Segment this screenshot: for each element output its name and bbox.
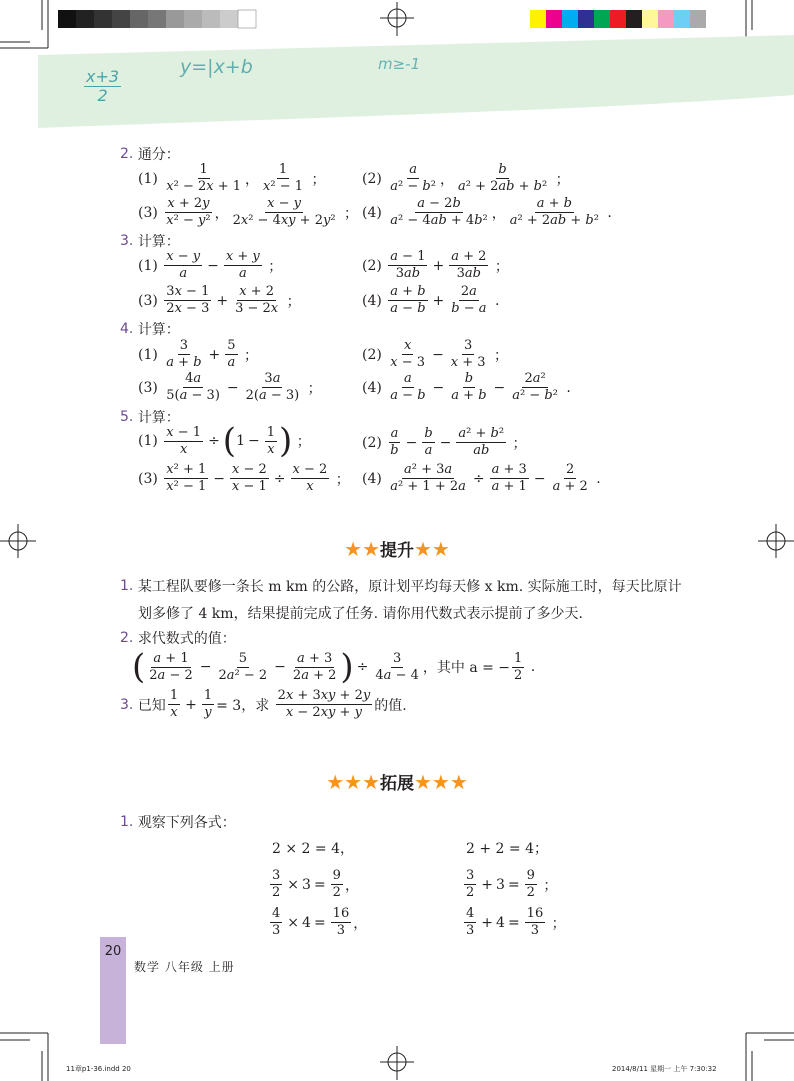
star-icon: ★★ [414,537,450,561]
exercise-2-4: (4) $\frac{a - 2b}{\text{a² − 4ab + 4b²}}$ ， $\frac{a + b}{\text{a² + 2ab + b²}}$ . [362,196,612,228]
tisheng-problem-1-line2: 划多修了 4 km，结果提前完成了任务. 请你用代数式表示提前了多少天. [138,606,583,622]
tuozhan-left-2: $\frac{3}{2}$ × 3 = $\frac{9}{2}$ ， [272,868,359,900]
tuozhan-problem-1: 1. 观察下列各式： [120,814,236,831]
exercise-5-2: (2) $\frac{a}{b}$ − $\frac{b}{a}$ − $\frac{\text{a² + b²}}{ab}$ ； [362,426,527,458]
exercise-3-3: (3) $\frac{3x - 1}{2x - 3}$ + $\frac{x + 2}{3 - 2x}$ ； [138,284,301,316]
star-icon: ★★ [344,537,380,561]
exercise-3-heading: 3. 计算： [120,233,180,250]
print-timestamp: 2014/8/11 星期一 上午 7:30:32 [612,1065,717,1073]
tuozhan-left-1: 2 × 2 = 4， [272,841,354,857]
exercise-3-2: (2) $\frac{a - 1}{3ab}$ + $\frac{a + 2}{3ab}$ ； [362,249,509,281]
exercise-5-heading: 5. 计算： [120,409,180,426]
tisheng-problem-3: 3. 已知 $\frac{1}{x}$ + $\frac{1}{y}$ = 3，求 $\frac{2x + 3xy + 2y}{x - 2xy + y}$ 的值. [120,688,407,720]
book-title: 数学 八年级 上册 [134,960,235,974]
exercise-4-heading: 4. 计算： [120,321,180,338]
file-info: 11章p1-36.indd 20 [66,1065,131,1073]
exercise-2-3: (3) $\frac{x + 2y}{\text{x² − y²}}$ ， $\frac{x - y}{\text{2x² − 4xy + 2y²}}$ ； [138,196,358,228]
exercise-5-3: (3) $\frac{\text{x² + 1}}{\text{x² − 1}}$ − $\frac{x - 2}{x - 1}$ ÷ $\frac{x - 2}{x}$ ； [138,462,350,494]
exercise-4-2: (2) $\frac{x}{x - 3}$ − $\frac{3}{x + 3}$ ； [362,338,509,370]
star-icon: ★★★ [414,770,468,794]
exercise-5-1: (1) $\frac{x - 1}{x}$ ÷ ( 1 − $\frac{1}{x}$ ) ； [138,421,311,461]
exercise-4-4: (4) $\frac{a}{a - b}$ − $\frac{b}{a + b}$ − $\frac{\text{2a²}}{\text{a² − b²}}$ . [362,371,571,403]
exercise-4-1: (1) $\frac{3}{a + b}$ + $\frac{5}{a}$ ； [138,338,259,370]
exercise-5-4: (4) $\frac{\text{a² + 3a}}{\text{a² + 1 + 2a}}$ ÷ $\frac{a + 3}{a + 1}$ − $\frac{2}{a + 2}$ . [362,462,601,494]
tisheng-problem-2-expression: ( $\frac{a + 1}{2a - 2}$ − $\frac{5}{\text{2a² − 2}}$ − $\frac{a + 3}{2a + 2}$ ) ÷ $\frac{3}{4a - 4}$ ，其中 a = − $\frac{1}{2}$ . [132,647,536,687]
handwriting-fraction: x+3 2 [86,67,120,105]
exercise-2-2: (2) $\frac{a}{\text{a² − b²}}$ ， $\frac{b}{\text{a² + 2ab + b²}}$ ； [362,162,570,194]
tuozhan-right-2: $\frac{3}{2}$ + 3 = $\frac{9}{2}$ ； [466,868,558,900]
exercise-3-4: (4) $\frac{a + b}{a - b}$ + $\frac{2a}{b - a}$ . [362,284,500,316]
tuozhan-left-3: $\frac{4}{3}$ × 4 = $\frac{16}{3}$ ， [272,906,368,938]
tisheng-problem-2: 2. 求代数式的值： [120,630,236,647]
tuozhan-right-1: 2 + 2 = 4； [466,841,548,857]
exercise-3-1: (1) $\frac{x - y}{a}$ − $\frac{x + y}{a}$ ； [138,249,283,281]
section-tuozhan-heading: ★★★拓展★★★ [326,770,468,794]
handwriting-equation: y=|x+b [180,56,253,78]
section-tisheng-heading: ★★提升★★ [344,537,450,561]
page-number: 20 [104,944,122,959]
exercise-2-heading: 2. 通分： [120,146,180,163]
tuozhan-right-3: $\frac{4}{3}$ + 4 = $\frac{16}{3}$ ； [466,906,566,938]
exercise-2-1: (1) $\frac{1}{\text{x² − 2x + 1}}$ ， $\frac{1}{\text{x² − 1}}$ ； [138,162,326,194]
exercise-4-3: (3) $\frac{4a}{5(a - 3)}$ − $\frac{3a}{2(a - 3)}$ ； [138,371,322,403]
tisheng-problem-1-line1: 1. 某工程队要修一条长 m km 的公路，原计划平均每天修 x km. 实际施工时，每天比原计 [120,578,682,595]
handwriting-inequality: m≥-1 [378,55,421,73]
star-icon: ★★★ [326,770,380,794]
